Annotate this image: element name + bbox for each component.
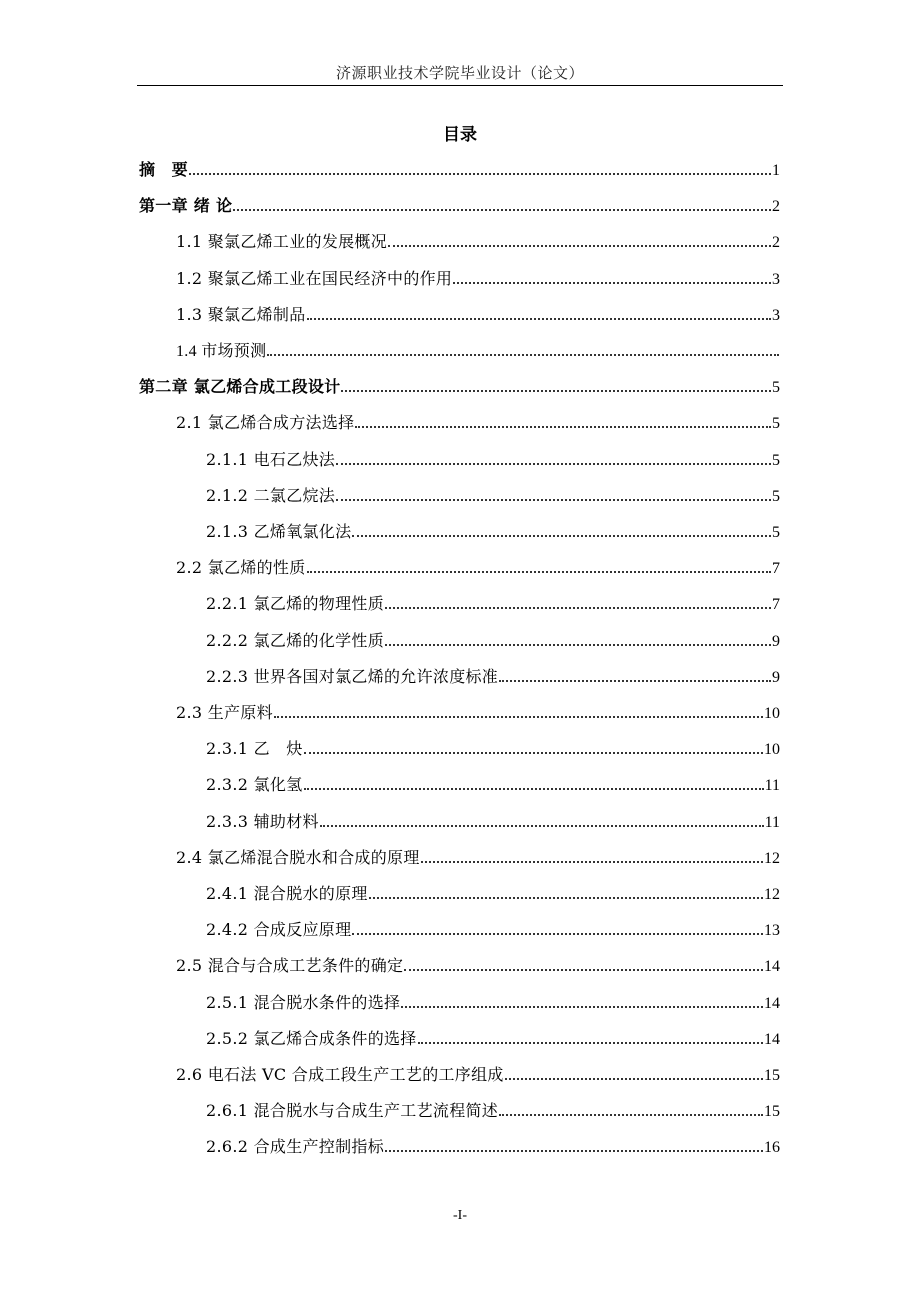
toc-entry[interactable] (206, 621, 780, 651)
toc-entry[interactable] (139, 186, 780, 216)
toc-dot-leader (385, 1150, 763, 1152)
toc-dot-leader (385, 607, 771, 609)
toc-entry-label: 2.5.2 氯乙烯合成条件的选择 (206, 1028, 417, 1048)
toc-entry-page-number: 3 (772, 306, 780, 324)
toc-entry-page-number: 14 (764, 958, 780, 976)
toc-entry-label: 第一章 绪 论 (139, 196, 233, 216)
toc-entry-page-number: 11 (764, 813, 780, 831)
toc-entry-label: 2.1.2 二氯乙烷法 (206, 485, 336, 505)
toc-entry-label: 2.2 氯乙烯的性质 (176, 558, 306, 578)
toc-entry[interactable] (206, 910, 780, 940)
toc-entry[interactable] (176, 295, 780, 325)
toc-dot-leader (336, 463, 771, 465)
toc-entry-page-number: 5 (772, 487, 780, 505)
toc-entry-label: 2.6 电石法 VC 合成工段生产工艺的工序组成 (176, 1065, 504, 1084)
toc-entry-page-number: 10 (764, 741, 780, 759)
toc-dot-leader (355, 426, 771, 428)
toc-entry[interactable] (206, 1019, 780, 1049)
toc-entry[interactable] (206, 657, 780, 687)
toc-entry[interactable] (176, 331, 780, 361)
toc-entry-page-number: 11 (764, 777, 780, 795)
toc-entry-page-number: 16 (764, 1139, 780, 1157)
toc-dot-leader (274, 716, 763, 718)
toc-entry-page-number: 7 (772, 560, 780, 578)
toc-entry-label: 2.2.3 世界各国对氯乙烯的允许浓度标准 (206, 666, 499, 686)
toc-dot-leader (233, 209, 771, 211)
toc-entry-label: 2.6.1 混合脱水与合成生产工艺流程简述 (206, 1101, 499, 1121)
toc-dot-leader (352, 535, 771, 537)
toc-dot-leader (267, 354, 779, 356)
toc-entry-label: 1.1 聚氯乙烯工业的发展概况 (176, 232, 388, 252)
toc-entry[interactable] (176, 838, 780, 868)
toc-dot-leader (369, 897, 763, 899)
toc-entry-page-number: 1 (772, 162, 780, 179)
toc-dot-leader (189, 173, 771, 175)
toc-entry-label: 2.4 氯乙烯混合脱水和合成的原理 (176, 847, 420, 867)
header-rule (137, 85, 783, 86)
toc-dot-leader (307, 571, 771, 573)
toc-entry[interactable] (176, 946, 780, 976)
toc-entry-page-number: 15 (764, 1067, 780, 1084)
toc-entry[interactable] (206, 1091, 780, 1121)
toc-entry-page-number: 13 (764, 922, 780, 940)
toc-entry-page-number: 9 (772, 668, 780, 686)
toc-dot-leader (307, 318, 771, 320)
toc-entry-label: 2.1 氯乙烯合成方法选择 (176, 413, 355, 433)
toc-entry-page-number: 2 (772, 234, 780, 252)
toc-dot-leader (499, 680, 771, 682)
toc-dot-leader (336, 499, 771, 501)
page-number: -I- (453, 1208, 467, 1223)
toc-dot-leader (341, 390, 771, 392)
toc-entry[interactable] (176, 259, 780, 289)
toc-entry-label: 1.4 市场预测 (176, 343, 267, 360)
toc-entry-page-number: 3 (772, 270, 780, 288)
toc-entry-label: 2.6.2 合成生产控制指标 (206, 1137, 384, 1157)
toc-entry[interactable] (206, 440, 780, 470)
toc-entry-page-number: 5 (772, 415, 780, 433)
toc-entry-page-number: 5 (772, 524, 780, 541)
toc-dot-leader (505, 1078, 763, 1080)
toc-entry-page-number: 10 (764, 705, 780, 722)
toc-entry[interactable] (139, 367, 780, 397)
toc-entry[interactable] (176, 403, 780, 433)
toc-entry[interactable] (206, 512, 780, 542)
toc-entry-label: 2.3.3 辅助材料 (206, 811, 319, 831)
toc-dot-leader (352, 933, 763, 935)
toc-entry-page-number: 7 (772, 596, 780, 614)
toc-entry-page-number: 5 (772, 379, 780, 397)
toc-entry-label: 2.3.2 氯化氢 (206, 775, 303, 795)
toc-entry[interactable] (206, 584, 780, 614)
toc-dot-leader (499, 1114, 763, 1116)
page-header-title: 济源职业技术学院毕业设计（论文） (335, 64, 584, 82)
toc-entry-label: 2.1.1 电石乙炔法 (206, 449, 336, 469)
toc-entry-label: 2.2.1 氯乙烯的物理性质 (206, 594, 384, 614)
toc-entry[interactable] (139, 150, 780, 180)
toc-entry-label: 2.4.1 混合脱水的原理 (206, 884, 368, 903)
toc-entry[interactable] (206, 802, 780, 832)
toc-dot-leader (418, 1042, 763, 1044)
toc-entry-page-number: 15 (764, 1103, 780, 1121)
toc-dot-leader (304, 788, 764, 790)
toc-entry-label: 2.5.1 混合脱水条件的选择 (206, 992, 401, 1012)
toc-entry[interactable] (176, 222, 780, 252)
toc-dot-leader (421, 861, 763, 863)
toc-entry[interactable] (176, 1055, 780, 1085)
toc-entry-page-number: 12 (764, 886, 780, 903)
toc-entry[interactable] (206, 874, 780, 904)
toc-dot-leader (304, 752, 764, 754)
toc-entry-page-number: 2 (772, 198, 780, 216)
toc-entry-label: 2.3 生产原料 (176, 703, 273, 722)
toc-entry-label: 2.2.2 氯乙烯的化学性质 (206, 630, 384, 650)
toc-entry-label: 摘 要 (139, 160, 188, 179)
toc-entry-page-number: 14 (764, 994, 780, 1012)
toc-dot-leader (404, 969, 763, 971)
toc-entry-label: 1.3 聚氯乙烯制品 (176, 304, 306, 324)
toc-dot-leader (385, 644, 771, 646)
toc-entry-page-number: 14 (764, 1030, 780, 1048)
toc-title: 目录 (443, 125, 477, 145)
toc-entry[interactable] (206, 1127, 780, 1157)
toc-entry[interactable] (206, 476, 780, 506)
toc-entry-label: 2.5 混合与合成工艺条件的确定 (176, 956, 404, 976)
toc-dot-leader (401, 1006, 763, 1008)
toc-entry-page-number: 9 (772, 632, 780, 650)
toc-entry[interactable] (176, 693, 780, 723)
toc-entry[interactable] (206, 983, 780, 1013)
toc-entry-label: 第二章 氯乙烯合成工段设计 (139, 377, 341, 397)
toc-entry-label: 2.4.2 合成反应原理 (206, 920, 352, 940)
toc-entry[interactable] (176, 548, 780, 578)
toc-dot-leader (320, 825, 764, 827)
toc-entry-label: 1.2 聚氯乙烯工业在国民经济中的作用 (176, 268, 453, 288)
toc-entry-label: 2.1.3 乙烯氧氯化法 (206, 522, 352, 541)
toc-dot-leader (453, 282, 771, 284)
toc-entry[interactable] (206, 765, 780, 795)
toc-entry[interactable] (206, 729, 780, 759)
toc-entry-page-number: 5 (772, 451, 780, 469)
toc-dot-leader (388, 245, 771, 247)
toc-entry-label: 2.3.1 乙 炔 (206, 739, 303, 759)
toc-entry-page-number: 12 (764, 849, 780, 867)
